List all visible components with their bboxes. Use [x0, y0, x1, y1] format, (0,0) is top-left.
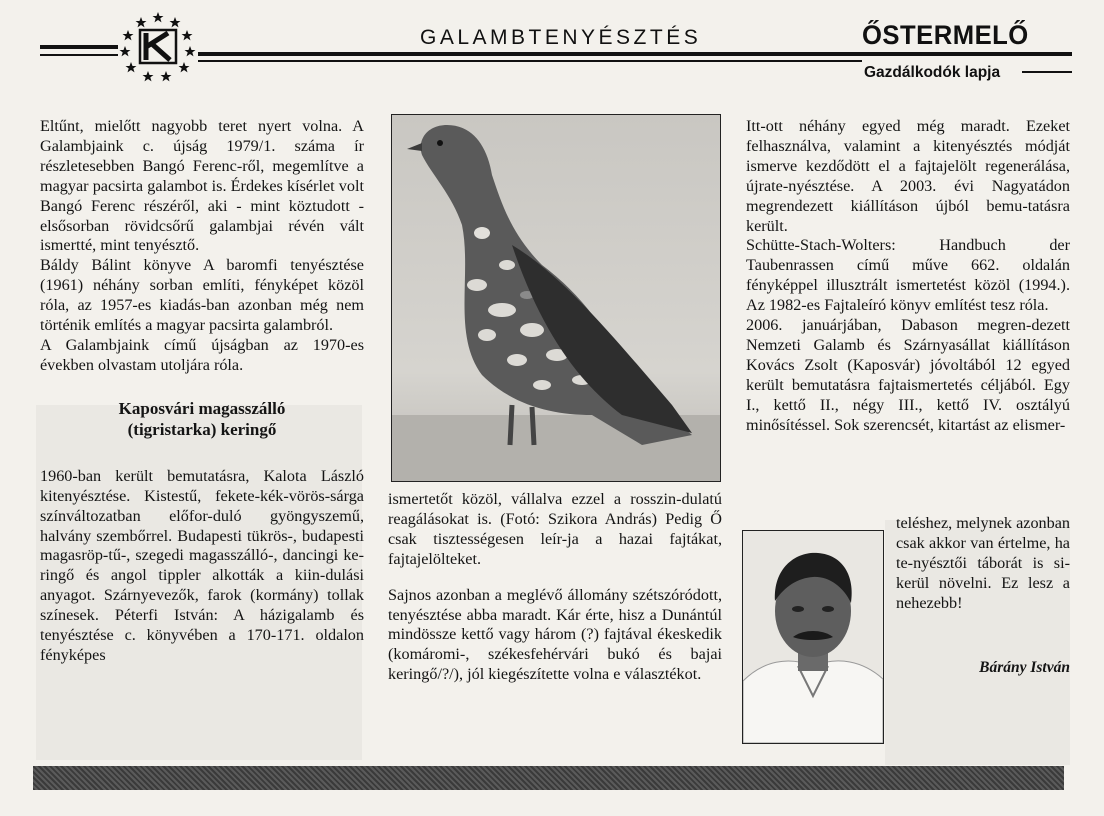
subheading-line: Kaposvári magasszálló — [118, 398, 286, 418]
page-header — [0, 0, 1104, 95]
header-rule-main-thin — [198, 60, 862, 62]
author-signature: Bárány István — [979, 659, 1070, 676]
paragraph: Itt-ott néhány egyed még maradt. Ezeket felhasználva, valamint a kitenyésztés módját ismerve kezdődött el a fajtajelölt regenerálása, újrate-nyésztése. A 2003. évi Nagyatádon megrendezett kiállításon újból bemu-tatásra került. — [746, 117, 1070, 235]
pigeon-photo — [391, 114, 721, 482]
paragraph: ismertetőt közöl, vállalva ezzel a rosszin-dulatú reagálásokat is. (Fotó: Szikora András) Pedig Ő csak tisztességesen leír-ja a hazai fajtákat, fajtajelölteket. — [388, 490, 722, 568]
author-photo — [742, 530, 884, 744]
paragraph: Eltűnt, mielőtt nagyobb teret nyert volna. A Galambjaink c. újság 1979/1. száma ír részletesebben Bangó Ferenc-ről, megemlítve a magyar pacsirta galambot is. Érdekes kísérlet volt Bangó Ferenc részéről, aki - mint köztudott - elsősorban rövidcsőrű galambjai révén vált ismertté, mint tenyésztő. — [40, 117, 364, 255]
article-column-3-continued — [896, 514, 1070, 614]
magazine-logo — [118, 10, 198, 82]
article-column-3 — [746, 117, 1070, 436]
paragraph: Báldy Bálint könyve A baromfi tenyésztése (1961) néhány sorban említi, fényképet közöl róla, az 1957-es kiadás-ban azonban még nem történik említés a magyar pacsirta galambról. — [40, 256, 364, 335]
header-rule-left-thick — [40, 45, 118, 49]
article-column-1 — [40, 117, 364, 666]
paragraph: teléshez, melynek azonban csak akkor van értelme, ha te-nyésztői táborát is si-kerül növelni. Ez lesz a nehezebb! — [896, 514, 1070, 612]
paragraph: 2006. januárjában, Dabason megren-dezett Nemzeti Galamb és Szárnyasállat kiállításon Kovács Zsolt (Kaposvár) jóvoltából 12 egyed került bemutatásra fajtaismertetés céljából. Egy I., kettő II., négy III., kettő IV. osztályú minősítéssel. Sok szerencsét, kitartást az elismer- — [746, 316, 1070, 434]
header-rule-right-thin — [1022, 71, 1072, 73]
subheading-line: (tigristarka) keringő — [127, 419, 277, 439]
masthead-tagline: Gazdálkodók lapja — [864, 64, 1001, 81]
paragraph: 1960-ban került bemutatásra, Kalota László kitenyésztése. Kistestű, fekete-kék-vörös-sárga színváltozatban előfor-duló gyöngyszemű, halvány szembőrrel. Budapesti tükrös-, budapesti magasröp-tű-, szegedi magasszálló-, dancingi ke-ringő és angol tippler alkották a kiin-dulási anyagot. Szárnyevezők, farok (kormány) tollak színesek. Péterfi István: A házigalamb és tenyésztése c. könyvében a 170-171. oldalon fényképes — [40, 466, 364, 664]
masthead-title: ŐSTERMELŐ — [862, 20, 1029, 50]
paragraph-gap — [388, 570, 722, 586]
header-rule-right-thick — [862, 52, 1072, 56]
header-rule-main-thick — [198, 52, 862, 56]
footer-bar — [33, 766, 1064, 790]
article-subheading — [40, 398, 364, 440]
header-rule-left-thin — [40, 54, 118, 56]
paragraph: Schütte-Stach-Wolters: Handbuch der Taubenrassen című műve 662. oldalán fényképpel illusztrált ismertetést közöl (1994.). Az 1982-es Fajtaleíró könyv említést tesz róla. — [746, 236, 1070, 315]
article-column-2 — [388, 490, 722, 685]
paragraph: Sajnos azonban a meglévő állomány szétszóródott, tenyésztése abba maradt. Kár érte, hisz a Dunántúl mindössze kettő vagy három (?) fajtával ékeskedik (komáromi-, székesfehérvári bukó és bajai keringő/?/), jól kiegészítette volna e választékot. — [388, 585, 722, 684]
paragraph: A Galambjaink című újságban az 1970-es években olvastam utoljára róla. — [40, 335, 364, 374]
section-title: GALAMBTENYÉSZTÉS — [420, 26, 702, 49]
